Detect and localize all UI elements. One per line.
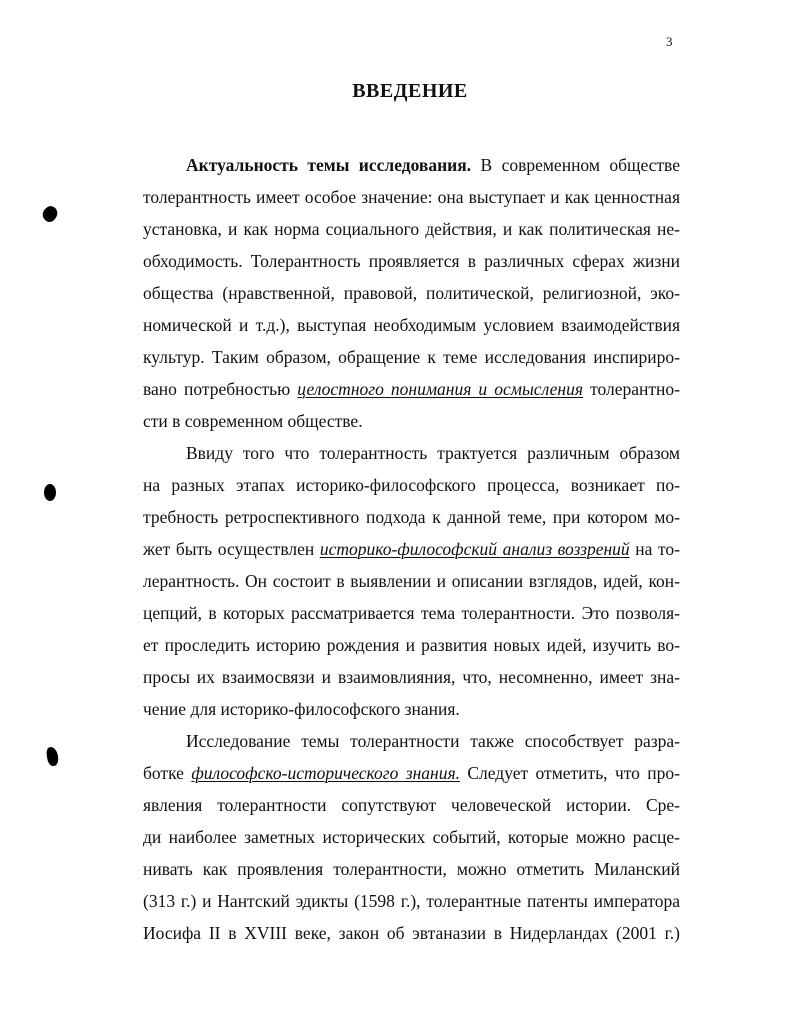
paragraph-2-line: цепций, в которых рассматривается тема толерантности. Это позволя- — [143, 603, 680, 623]
paragraph-1-line: Актуальность темы исследования. В современном обществе — [186, 155, 680, 175]
emphasis-phrase: историко-философский анализ воззрений — [319, 539, 630, 559]
paragraph-2-line: просы их взаимосвязи и взаимовлияния, что, несомненно, имеет зна- — [143, 667, 680, 687]
section-heading: ВВЕДЕНИЕ — [352, 80, 468, 102]
emphasis-phrase: целостного понимания и осмысления — [297, 379, 583, 399]
punch-hole-mark — [46, 746, 60, 766]
paragraph-3-line: (313 г.) и Нантский эдикты (1598 г.), толерантные патенты императора — [143, 891, 680, 911]
punch-hole-mark — [44, 484, 56, 501]
paragraph-3-line: Исследование темы толерантности также способствует разра- — [186, 731, 680, 751]
paragraph-2-line: на разных этапах историко-философского процесса, возникает по- — [143, 475, 680, 495]
paragraph-2-line: лерантность. Он состоит в выявлении и описании взглядов, идей, кон- — [143, 571, 680, 591]
paragraph-2-line: требность ретроспективного подхода к данной теме, при котором мо- — [143, 507, 680, 527]
paragraph-2-line: Ввиду того что толерантность трактуется различным образом — [186, 443, 680, 463]
paragraph-2-line: жет быть осуществлен историко-философский анализ воззрений на то- — [143, 539, 680, 559]
paragraph-1-line: вано потребностью целостного понимания и осмысления толерантно- — [143, 379, 680, 399]
paragraph-1-line: обходимость. Толерантность проявляется в различных сферах жизни — [143, 251, 680, 271]
paragraph-1-line: культур. Таким образом, обращение к теме исследования инспириро- — [143, 347, 680, 367]
paragraph-1-line: сти в современном обществе. — [143, 411, 363, 431]
page-number: 3 — [666, 34, 673, 49]
paragraph-3-line: ди наиболее заметных исторических событий, которые можно расце- — [143, 827, 680, 847]
paragraph-3-line: нивать как проявления толерантности, можно отметить Миланский — [143, 859, 680, 879]
paragraph-2-line: ет проследить историю рождения и развития новых идей, изучить во- — [143, 635, 680, 655]
paragraph-1-line: номической и т.д.), выступая необходимым условием взаимодействия — [143, 315, 680, 335]
paragraph-1-line: общества (нравственной, правовой, политической, религиозной, эко- — [143, 283, 680, 303]
paragraph-3-line: явления толерантности сопутствуют человеческой истории. Сре- — [143, 795, 680, 815]
emphasis-phrase: философско-исторического знания. — [191, 763, 460, 783]
punch-hole-mark — [41, 204, 60, 224]
paragraph-3-line: ботке философско-исторического знания. Следует отметить, что про- — [143, 763, 681, 783]
paragraph-3-line: Иосифа II в XVIII веке, закон об эвтаназии в Нидерландах (2001 г.) — [143, 923, 680, 943]
paragraph-1-line: толерантность имеет особое значение: она выступает и как ценностная — [143, 187, 680, 207]
paragraph-2-line: чение для историко-философского знания. — [143, 699, 460, 719]
paragraph-1-line: установка, и как норма социального действия, и как политическая не- — [143, 219, 680, 239]
relevance-lead: Актуальность темы исследования. — [186, 155, 472, 175]
